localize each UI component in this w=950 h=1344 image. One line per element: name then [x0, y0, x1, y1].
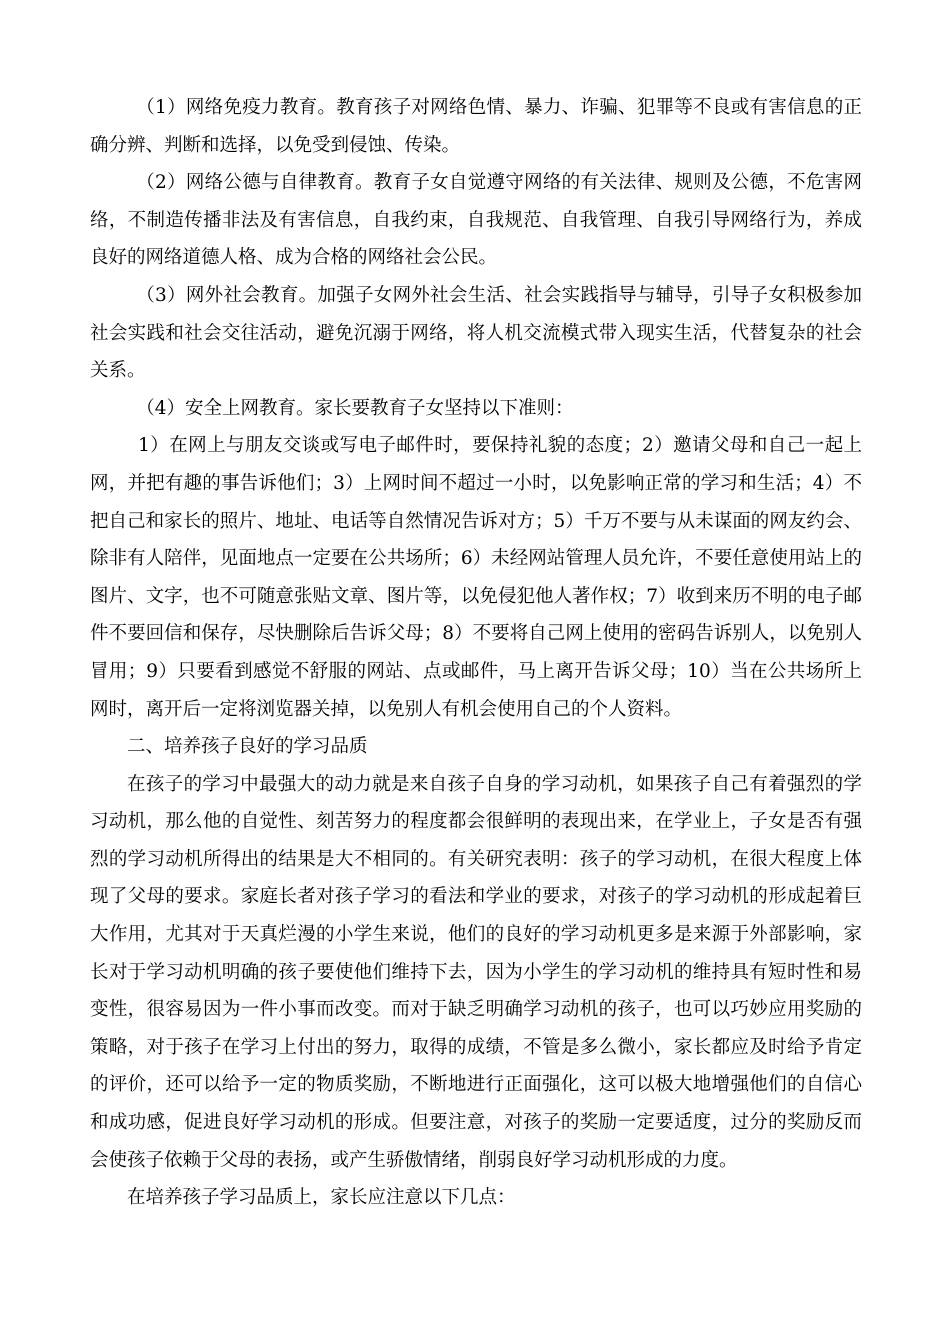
- paragraph-network-ethics: （2）网络公德与自律教育。教育子女自觉遵守网络的有关法律、规则及公德，不危害网络，不制造传播非法及有害信息，自我约束，自我规范、自我管理、自我引导网络行为，养成良好的网络道德人格、成为合格的网络社会公民。: [90, 172, 862, 269]
- paragraph-safety-rules: 1）在网上与朋友交谈或写电子邮件时，要保持礼貌的态度；2）邀请父母和自己一起上网，并把有趣的事告诉他们；3）上网时间不超过一小时，以免影响正常的学习和生活；4）不把自己和家长的照片、地址、电话等自然情况告诉对方；5）千万不要与从未谋面的网友约会、除非有人陪伴，见面地点一定要在公共场所；6）未经网站管理人员允许，不要任意使用站上的图片、文字，也不可随意张贴文章、图片等，以免侵犯他人著作权；7）收到来历不明的电子邮件不要回信和保存，尽快删除后告诉父母；8）不要将自己网上使用的密码告诉别人，以免别人冒用；9）只要看到感觉不舒服的网站、点或邮件，马上离开告诉父母；10）当在公共场所上网时，离开后一定将浏览器关掉，以免别人有机会使用自己的个人资料。: [90, 435, 862, 720]
- paragraph-learning-motivation: 在孩子的学习中最强大的动力就是来自孩子自身的学习动机，如果孩子自己有着强烈的学习动机，那么他的自觉性、刻苦努力的程度都会很鲜明的表现出来，在学业上，子女是否有强烈的学习动机所得出的结果是大不相同的。有关研究表明：孩子的学习动机，在很大程度上体现了父母的要求。家庭长者对孩子学习的看法和学业的要求，对孩子的学习动机的形成起着巨大作用，尤其对于天真烂漫的小学生来说，他们的良好的学习动机更多是来源于外部影响，家长对于学习动机明确的孩子要使他们维持下去，因为小学生的学习动机的维持具有短时性和易变性，很容易因为一件小事而改变。而对于缺乏明确学习动机的孩子，也可以巧妙应用奖励的策略，对于孩子在学习上付出的努力，取得的成绩，不管是多么微小，家长都应及时给予肯定的评价，还可以给予一定的物质奖励，不断地进行正面强化，这可以极大地增强他们的自信心和成功感，促进良好学习动机的形成。但要注意，对孩子的奖励一定要适度，过分的奖励反而会使孩子依赖于父母的表扬，或产生骄傲情绪，削弱良好学习动机形成的力度。: [90, 773, 862, 1171]
- paragraph-parent-notes: 在培养孩子学习品质上，家长应注意以下几点：: [127, 1187, 516, 1209]
- paragraph-offline-social: （3）网外社会教育。加强子女网外社会生活、社会实践指导与辅导，引导子女积极参加社会实践和社会交往活动，避免沉溺于网络，将人机交流模式带入现实生活，代替复杂的社会关系。: [90, 284, 862, 382]
- section-heading-learning-quality: 二、培养孩子良好的学习品质: [127, 736, 368, 758]
- paragraph-safe-internet: （4）安全上网教育。家长要教育子女坚持以下准则：: [136, 397, 574, 419]
- paragraph-network-immunity: （1）网络免疫力教育。教育孩子对网络色情、暴力、诈骗、犯罪等不良或有害信息的正确分辨、判断和选择，以免受到侵蚀、传染。: [90, 97, 862, 156]
- document-body: [90, 89, 862, 1217]
